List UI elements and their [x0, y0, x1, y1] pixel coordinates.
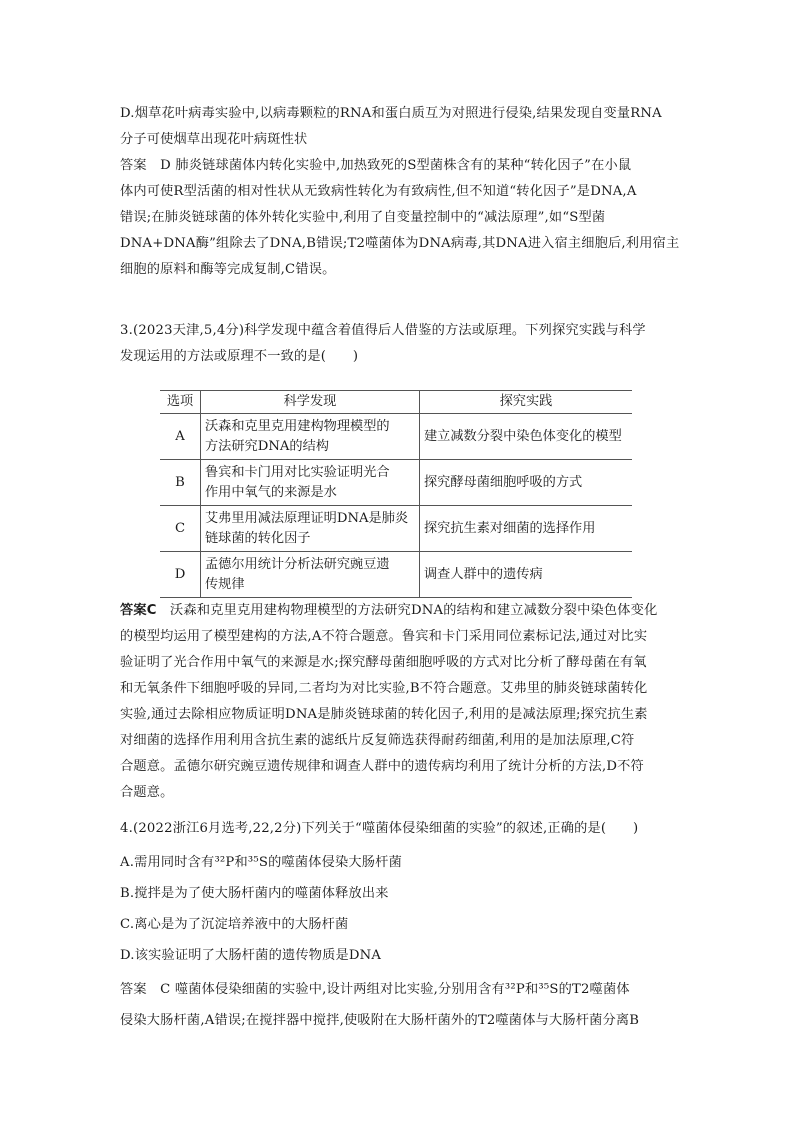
text-line: 体内可使R型活菌的相对性状从无致病性转化为有致病性,但不知道“转化因子”是DNA,A: [120, 184, 637, 199]
option-letter: C: [160, 506, 201, 552]
text-line: 对细菌的选择作用利用含抗生素的滤纸片反复筛选获得耐药细菌,利用的是加法原理,C符: [120, 733, 635, 748]
text-line: 和无氧条件下细胞呼吸的异同,二者均为对比实验,B不符合题意。艾弗里的肺炎链球菌转化: [120, 681, 648, 696]
header-discovery: 科学发现: [201, 391, 420, 414]
table-header-row: [160, 391, 632, 414]
option-a: A.需用同时含有³²P和³⁵S的噬菌体侵染大肠杆菌: [120, 855, 402, 870]
text-line: DNA+DNA酶”组除去了DNA,B错误;T2噬菌体为DNA病毒,其DNA进入宿主细胞后,利用宿主: [120, 236, 680, 251]
text-line: 侵染大肠杆菌,A错误;在搅拌器中搅拌,使吸附在大肠杆菌外的T2噬菌体与大肠杆菌分离B: [120, 1013, 640, 1028]
answer-first-line: 答案 D 肺炎链球菌体内转化实验中,加热致死的S型菌株含有的某种“转化因子”在小鼠: [120, 158, 632, 173]
q3-answer: [120, 598, 680, 806]
q4-answer: [120, 974, 680, 1036]
header-practice: 探究实践: [420, 391, 633, 414]
text-line: 分子可使烟草出现花叶病斑性状: [120, 132, 308, 147]
option-b: B.搅拌是为了使大肠杆菌内的噬菌体释放出来: [120, 886, 389, 901]
text-line: 合题意。: [120, 785, 174, 800]
answer-label: 答案C: [120, 603, 157, 618]
discovery-cell: 艾弗里用减法原理证明DNA是肺炎 链球菌的转化因子: [201, 506, 420, 552]
option-d: D.该实验证明了大肠杆菌的遗传物质是DNA: [120, 948, 382, 963]
practice-cell: 探究酵母菌细胞呼吸的方式: [420, 460, 633, 506]
table-row: [160, 506, 632, 552]
text-line: 的模型均运用了模型建构的方法,A不符合题意。鲁宾和卡门采用同位素标记法,通过对比实: [120, 629, 648, 644]
text-line: D.烟草花叶病毒实验中,以病毒颗粒的RNA和蛋白质互为对照进行侵染,结果发现自变量RNA: [120, 106, 662, 121]
q3-options-table: [160, 390, 632, 598]
option-c: C.离心是为了沉淀培养液中的大肠杆菌: [120, 917, 349, 932]
answer-first-line: 答案 C 噬菌体侵染细菌的实验中,设计两组对比实验,分别用含有³²P和³⁵S的T2噬菌体: [120, 982, 630, 997]
discovery-cell: 沃森和克里克用建构物理模型的 方法研究DNA的结构: [201, 414, 420, 460]
text-line: 验证明了光合作用中氧气的来源是水;探究酵母菌细胞呼吸的方式对比分析了酵母菌在有氧: [120, 655, 647, 670]
header-option: 选项: [160, 391, 201, 414]
discovery-cell: 鲁宾和卡门用对比实验证明光合 作用中氧气的来源是水: [201, 460, 420, 506]
answer-label: 答案: [120, 158, 147, 173]
practice-cell: 调查人群中的遗传病: [420, 552, 633, 598]
option-letter: A: [160, 414, 201, 460]
option-letter: D: [160, 552, 201, 598]
discovery-cell: 孟德尔用统计分析法研究豌豆遗 传规律: [201, 552, 420, 598]
q3-stem: [120, 318, 680, 370]
text-line: 实验,通过去除相应物质证明DNA是肺炎链球菌的转化因子,利用的是减法原理;探究抗生素: [120, 707, 648, 722]
practice-cell: 探究抗生素对细菌的选择作用: [420, 506, 633, 552]
q4-options: [120, 847, 680, 971]
table-row: [160, 552, 632, 598]
q4-stem: [120, 816, 680, 842]
option-letter: B: [160, 460, 201, 506]
answer-label: 答案: [120, 982, 147, 997]
table-row: [160, 414, 632, 460]
practice-cell: 建立减数分裂中染色体变化的模型: [420, 414, 633, 460]
text-line: 合题意。孟德尔研究豌豆遗传规律和调查人群中的遗传病均利用了统计分析的方法,D不符: [120, 759, 644, 774]
q2-answer: [120, 153, 680, 283]
answer-first-line: 答案C 沃森和克里克用建构物理模型的方法研究DNA的结构和建立减数分裂中染色体变化: [120, 603, 658, 618]
text-line: 发现运用的方法或原理不一致的是( ): [120, 349, 359, 364]
text-line: 错误;在肺炎链球菌的体外转化实验中,利用了自变量控制中的“减法原理”,如“S型菌: [120, 210, 606, 225]
text-line: 3.(2023天津,5,4分)科学发现中蕴含着值得后人借鉴的方法或原理。下列探究实践与科学: [120, 323, 646, 338]
text-line: 细胞的原料和酶等完成复制,C错误。: [120, 262, 336, 277]
table-row: [160, 460, 632, 506]
q2-option-d: [120, 101, 680, 153]
text-line: 4.(2022浙江6月选考,22,2分)下列关于“噬菌体侵染细菌的实验”的叙述,正确的是( ): [120, 821, 639, 836]
